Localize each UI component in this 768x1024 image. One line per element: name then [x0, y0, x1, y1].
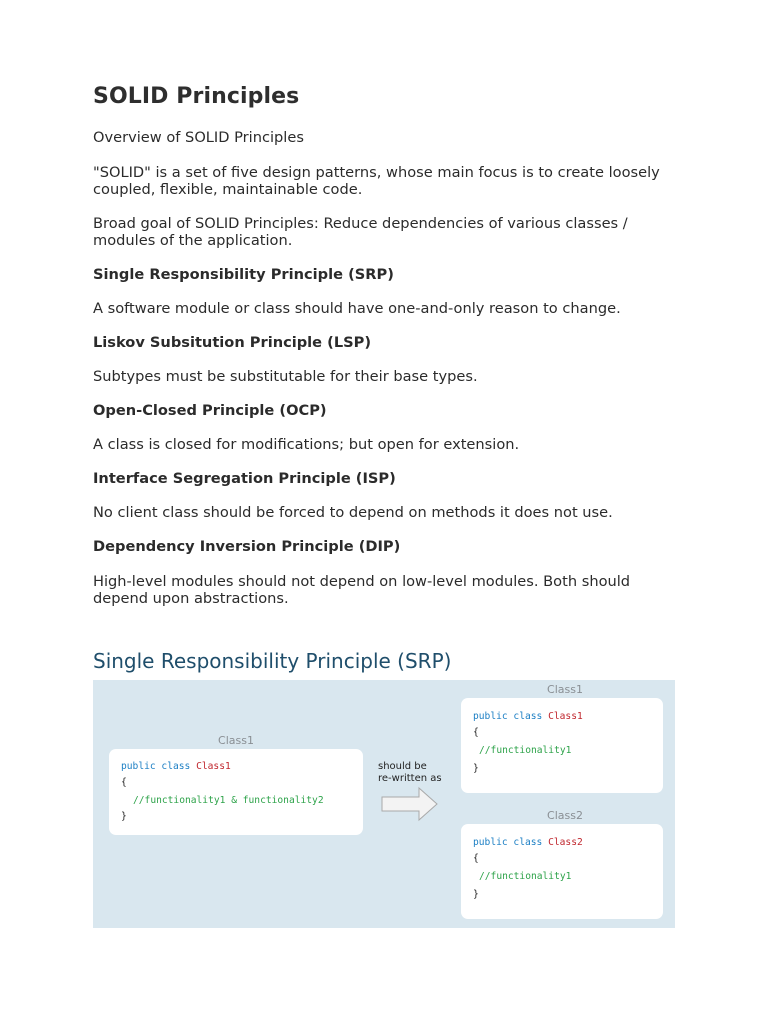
code-comment: //functionality1 — [479, 745, 572, 756]
code-open-brace: { — [473, 853, 479, 864]
goal-text: Broad goal of SOLID Principles: Reduce dependencies of various classes / modules of the application. — [93, 215, 628, 249]
code-close-brace: } — [473, 889, 479, 900]
left-code-box — [109, 749, 363, 835]
code-close-brace: } — [473, 763, 479, 774]
definition-text: "SOLID" is a set of five design patterns, whose main focus is to create loosely coupled, flexible, maintainable code. — [93, 164, 660, 198]
section-heading: Single Responsibility Principle (SRP) — [93, 649, 452, 673]
code-comment: //functionality1 — [479, 871, 572, 882]
ocp-heading: Open-Closed Principle (OCP) — [93, 402, 327, 419]
isp-text: No client class should be forced to depend on methods it does not use. — [93, 504, 613, 521]
lsp-heading: Liskov Subsitution Principle (LSP) — [93, 334, 372, 351]
code-comment: //functionality1 & functionality2 — [133, 795, 324, 806]
arrow-label-line1: should be — [378, 761, 427, 772]
arrow-label-line2: re-written as — [378, 773, 442, 784]
right-bottom-code-box — [461, 824, 663, 919]
code-class-name: Class2 — [548, 837, 583, 848]
right-arrow-icon — [381, 786, 439, 822]
code-open-brace: { — [473, 727, 479, 738]
code-class-name: Class1 — [196, 761, 231, 772]
code-close-brace: } — [121, 811, 127, 822]
srp-heading: Single Responsibility Principle (SRP) — [93, 266, 394, 283]
code-open-brace: { — [121, 777, 127, 788]
srp-text: A software module or class should have one-and-only reason to change. — [93, 300, 621, 317]
isp-heading: Interface Segregation Principle (ISP) — [93, 470, 396, 487]
code-keyword: public class — [121, 761, 191, 772]
srp-diagram — [93, 680, 675, 928]
left-class-caption: Class1 — [218, 734, 254, 747]
code-class-name: Class1 — [548, 711, 583, 722]
dip-text: High-level modules should not depend on low-level modules. Both should depend upon abstractions. — [93, 573, 631, 607]
page-title: SOLID Principles — [93, 84, 300, 109]
right-top-code-box — [461, 698, 663, 793]
right-top-class-caption: Class1 — [547, 683, 583, 696]
code-keyword: public class — [473, 711, 543, 722]
overview-text: Overview of SOLID Principles — [93, 129, 304, 146]
code-line — [473, 709, 651, 725]
dip-heading: Dependency Inversion Principle (DIP) — [93, 538, 401, 555]
code-line — [121, 759, 351, 775]
right-bottom-class-caption: Class2 — [547, 809, 583, 822]
lsp-text: Subtypes must be substitutable for their base types. — [93, 368, 478, 385]
code-line — [473, 835, 651, 851]
ocp-text: A class is closed for modifications; but open for extension. — [93, 436, 520, 453]
code-keyword: public class — [473, 837, 543, 848]
